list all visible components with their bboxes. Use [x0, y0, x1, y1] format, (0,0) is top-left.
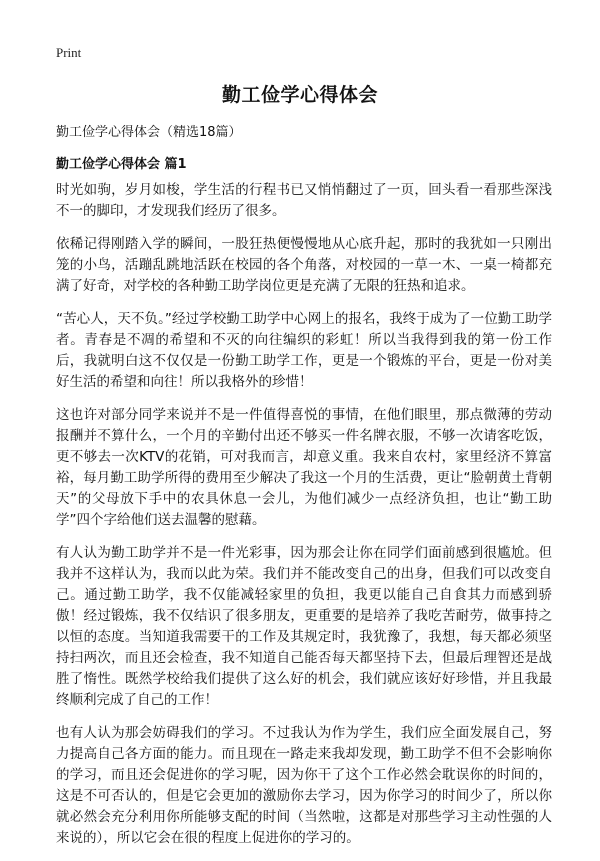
paragraph: 有人认为勤工助学并不是一件光彩事，因为那会让你在同学们面前感到很尴尬。但我并不这样认为，我而以此为荣。我们并不能改变自己的出身，但我们可以改变自己。通过勤工助学，我不仅能减轻家里的负担，我更以能自己自食其力而感到骄傲！经过锻炼，我不仅结识了很多朋友，更重要的是培养了我吃苦耐劳，做事持之以恒的态度。当知道我需要干的工作及其规定时，我犹豫了，我想，每天都必须坚持扫两次，而且还会检查，我不知道自己能否每天都坚持下去，但最后理智还是战胜了惰性。既然学校给我们提供了这么好的机会，我们就应该好好珍惜，并且我最终顺利完成了自己的工作！ [56, 545, 552, 708]
paragraph: “苦心人，天不负。”经过学校勤工助学中心网上的报名，我终于成为了一位勤工助学者。青春是不凋的希望和不灭的向往编织的彩虹！所以当我得到我的第一份工作后，我就明白这不仅仅是一份勤工助学工作，更是一个锻炼的平台，更是一份对美好生活的希望和向往！所以我格外的珍惜！ [56, 311, 552, 390]
page-title: 勤工俭学心得体会 [221, 84, 378, 106]
print-link[interactable]: Print [56, 45, 82, 60]
paragraph: 这也许对部分同学来说并不是一件值得喜悦的事情，在他们眼里，那点微薄的劳动报酬并不算什么，一个月的辛勤付出还不够买一件名牌衣服，不够一次请客吃饭，更不够去一次KTV的花销，可对我而言，却意义重。我来自农村，家里经济不算富裕，每月勤工助学所得的费用至少解决了我这一个月的生活费，更让“脸朝黄土背朝天”的父母放下手中的农具休息一会儿，为他们减少一点经济负担，也让“勤工助学”四个字给他们送去温馨的慰藉。 [56, 407, 552, 528]
paragraph: 时光如驹，岁月如梭，学生活的行程书已又悄悄翻过了一页，回头看一看那些深浅不一的脚印，才发现我们经历了很多。 [56, 182, 552, 219]
section-heading: 勤工俭学心得体会 篇1 [56, 157, 187, 172]
paragraph: 依稀记得刚踏入学的瞬间，一股狂热便慢慢地从心底升起，那时的我犹如一只刚出笼的小鸟，活蹦乱跳地活跃在校园的各个角落，对校园的一草一木、一桌一椅都充满了好奇，对学校的各种勤工助学岗位更是充满了无限的狂热和追求。 [56, 236, 552, 294]
article-body [56, 180, 552, 861]
paragraph: 也有人认为那会妨碍我们的学习。不过我认为作为学生，我们应全面发展自己，努力提高自己各方面的能力。而且现在一路走来我却发现，勤工助学不但不会影响你的学习，而且还会促进你的学习呢，因为你干了这个工作必然会耽误你的时间的，这是不可否认的，但是它会更加的激励你去学习，因为你学习的时间少了，所以你就必然会充分利用你所能够支配的时间（当然啦，这都是对那些学习主动性强的人来说的），所以它会在很的程度上促进你的学习的。 [56, 725, 552, 846]
document-subtitle: 勤工俭学心得体会（精选18篇） [56, 125, 242, 140]
